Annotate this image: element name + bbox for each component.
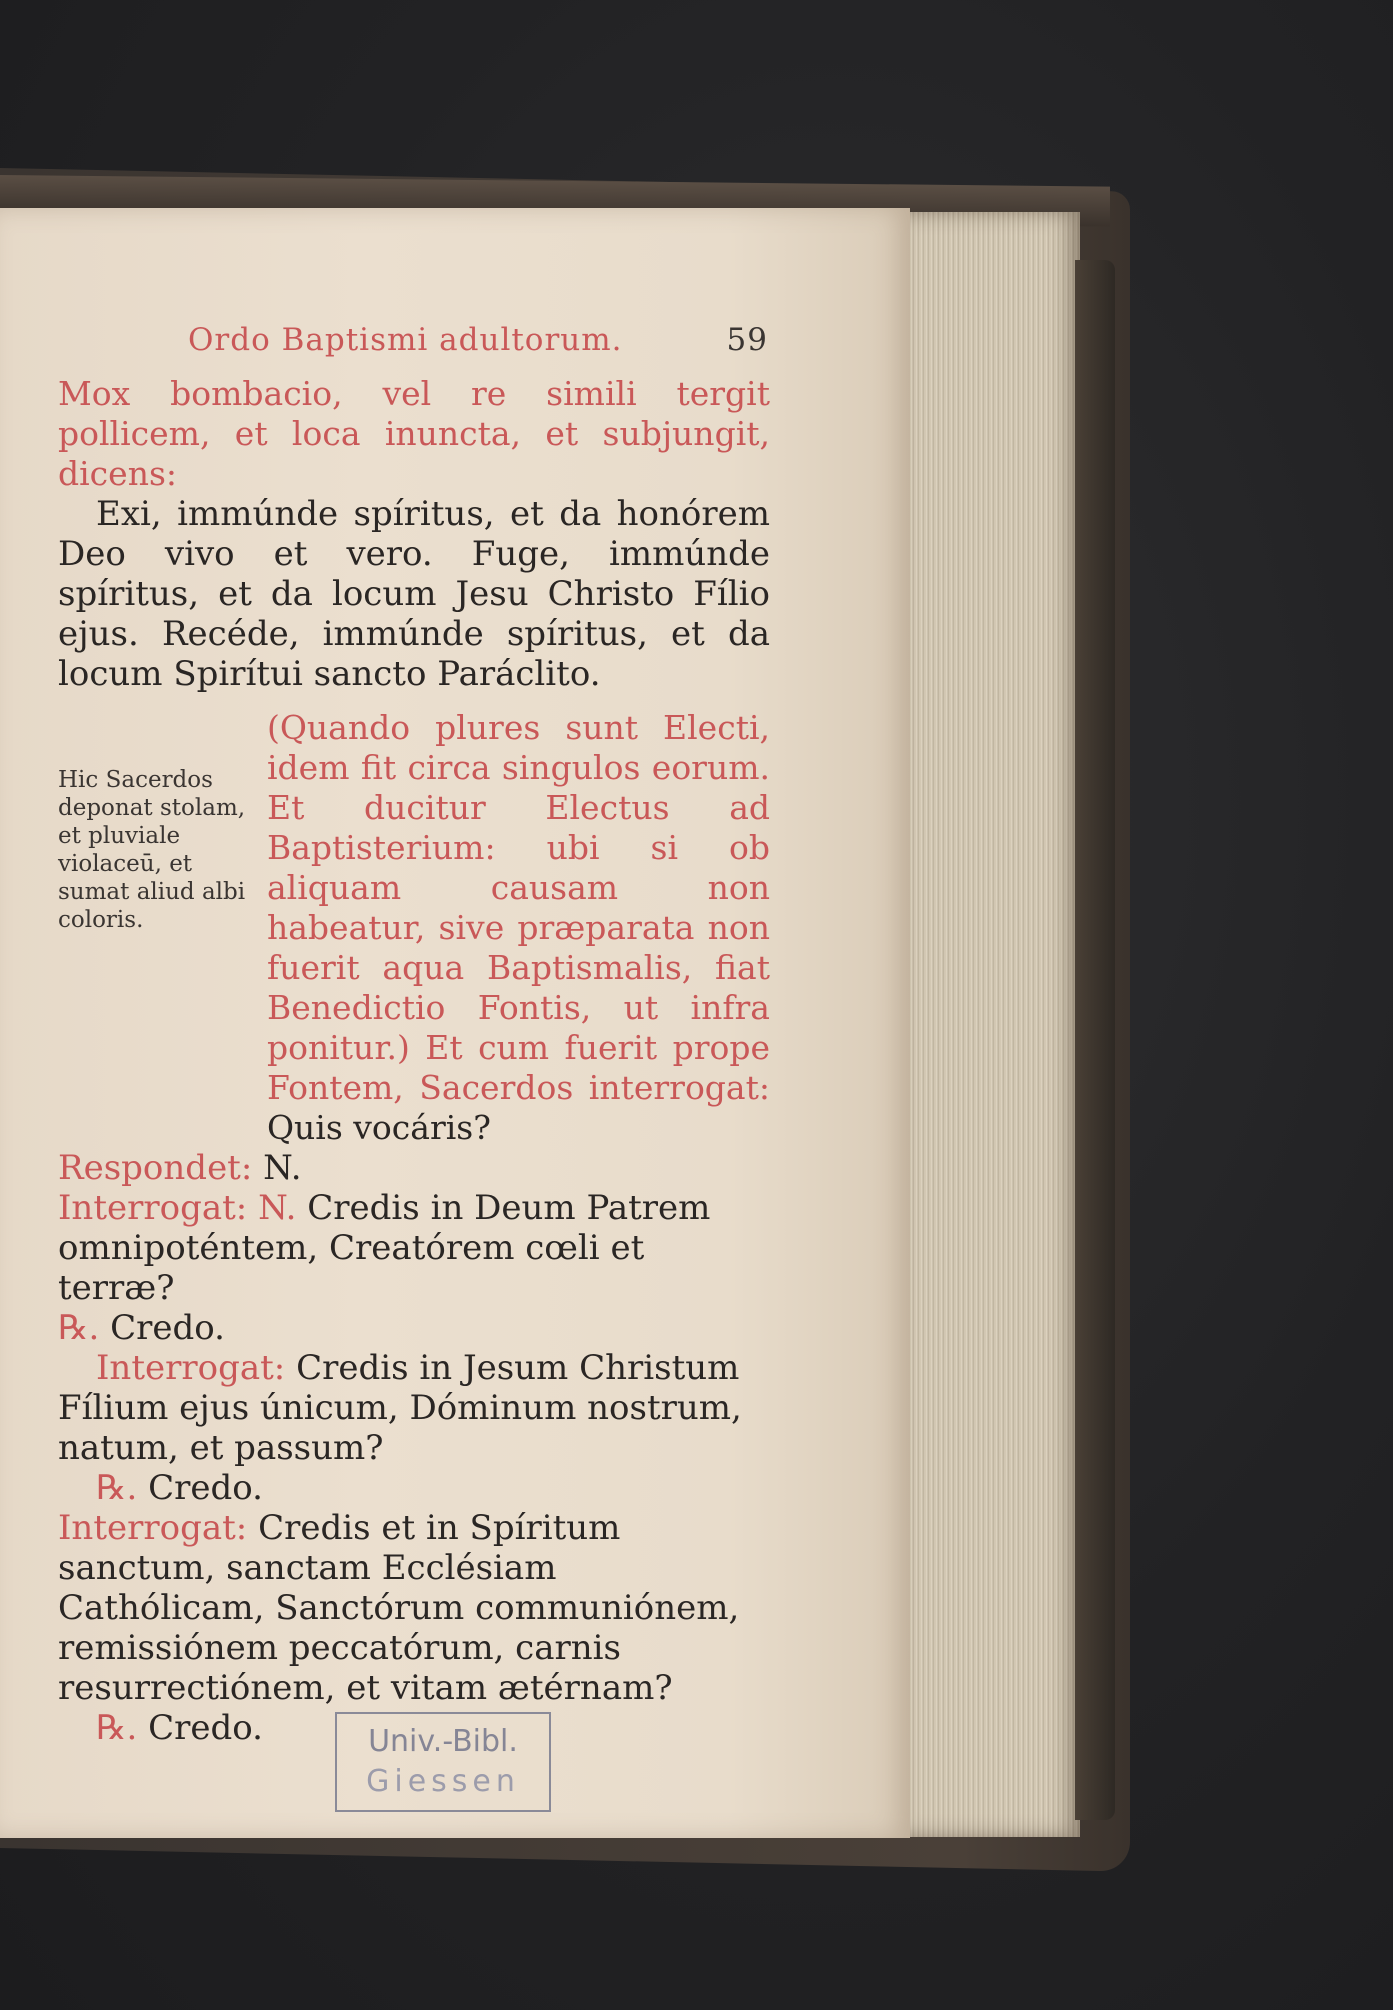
baptism-dialog <box>58 1148 770 1748</box>
rubric-second: (Quando plures sunt Electi, idem fit circa singulos eorum. Et ducitur Electus ad Baptisterium: ubi si ob aliquam causam non habeatur, sive præparata non fuerit aqua Baptismalis, fiat Benedictio Fontis, ut infra ponitur.) Et cum fuerit prope Fontem, Sacerdos interrogat: <box>267 708 770 1107</box>
interrogat-label-1: Interrogat <box>58 1188 236 1228</box>
credo-3: Credo. <box>148 1708 263 1748</box>
page-number: 59 <box>726 322 768 358</box>
response-mark-3: ℞. <box>96 1708 138 1748</box>
question-son-text: Credis in Jesum Christum Fílium ejus únicum, Dóminum nostrum, natum, et passum? <box>58 1348 742 1468</box>
respondet-text: N. <box>263 1148 302 1188</box>
question-spirit-text: Credis et in Spíritum sanctum, sanctam Ecclésiam Cathólicam, Sanctórum communiónem, remissiónem peccatórum, carnis resurrectiónem, et vitam ætérnam? <box>58 1508 740 1708</box>
page-edges <box>905 212 1080 1837</box>
question-spirit <box>58 1508 770 1708</box>
library-stamp <box>335 1712 551 1812</box>
running-header <box>188 320 768 360</box>
exorcism-text: Exi, immúnde spíritus, et da honórem Deo vivo et vero. Fuge, immúnde spíritus, et da locum Jesu Christo Fílio ejus. Recéde, immúnde spíritus, et da locum Spirítui sancto Paráclito. <box>58 494 770 694</box>
question-name: Quis vocáris? <box>267 1108 491 1147</box>
question-father-text: Credis in Deum Patrem omnipoténtem, Creatórem cœli et terræ? <box>58 1188 711 1308</box>
stamp-line-1: Univ.-Bibl. <box>368 1724 518 1759</box>
question-father <box>58 1188 770 1308</box>
response-mark-2: ℞. <box>96 1468 138 1508</box>
respondet-colon: : <box>240 1148 253 1188</box>
interrogat-colon-1: : <box>235 1188 248 1228</box>
response-2 <box>58 1468 770 1508</box>
rubric-second-wrap <box>267 708 770 1148</box>
response-mark-1: ℞. <box>58 1308 100 1348</box>
interrogat-colon-3: : <box>235 1508 248 1548</box>
book-spine-edge <box>1075 260 1115 1820</box>
credo-1: Credo. <box>110 1308 225 1348</box>
page-content <box>58 320 770 1748</box>
question-son <box>58 1348 770 1468</box>
interrogat-label-2: Interrogat <box>96 1348 274 1388</box>
rubric-first: Mox bombacio, vel re simili tergit pollicem, et loca inuncta, et subjungit, dicens: <box>58 374 770 493</box>
running-title: Ordo Baptismi adultorum. <box>188 322 623 358</box>
response-1 <box>58 1308 770 1348</box>
rubric-block <box>58 708 770 1148</box>
interrogat-label-3: Interrogat <box>58 1508 236 1548</box>
stamp-line-2: Giessen <box>366 1764 520 1799</box>
respondet-label: Respondet <box>58 1148 241 1188</box>
respondet-line <box>58 1148 770 1188</box>
margin-note: Hic Sacerdos deponat stolam, et pluviale violaceū, et sumat aliud albi coloris. <box>58 767 246 933</box>
credo-2: Credo. <box>148 1468 263 1508</box>
question-father-prefix: N. <box>258 1188 297 1228</box>
interrogat-colon-2: : <box>273 1348 286 1388</box>
